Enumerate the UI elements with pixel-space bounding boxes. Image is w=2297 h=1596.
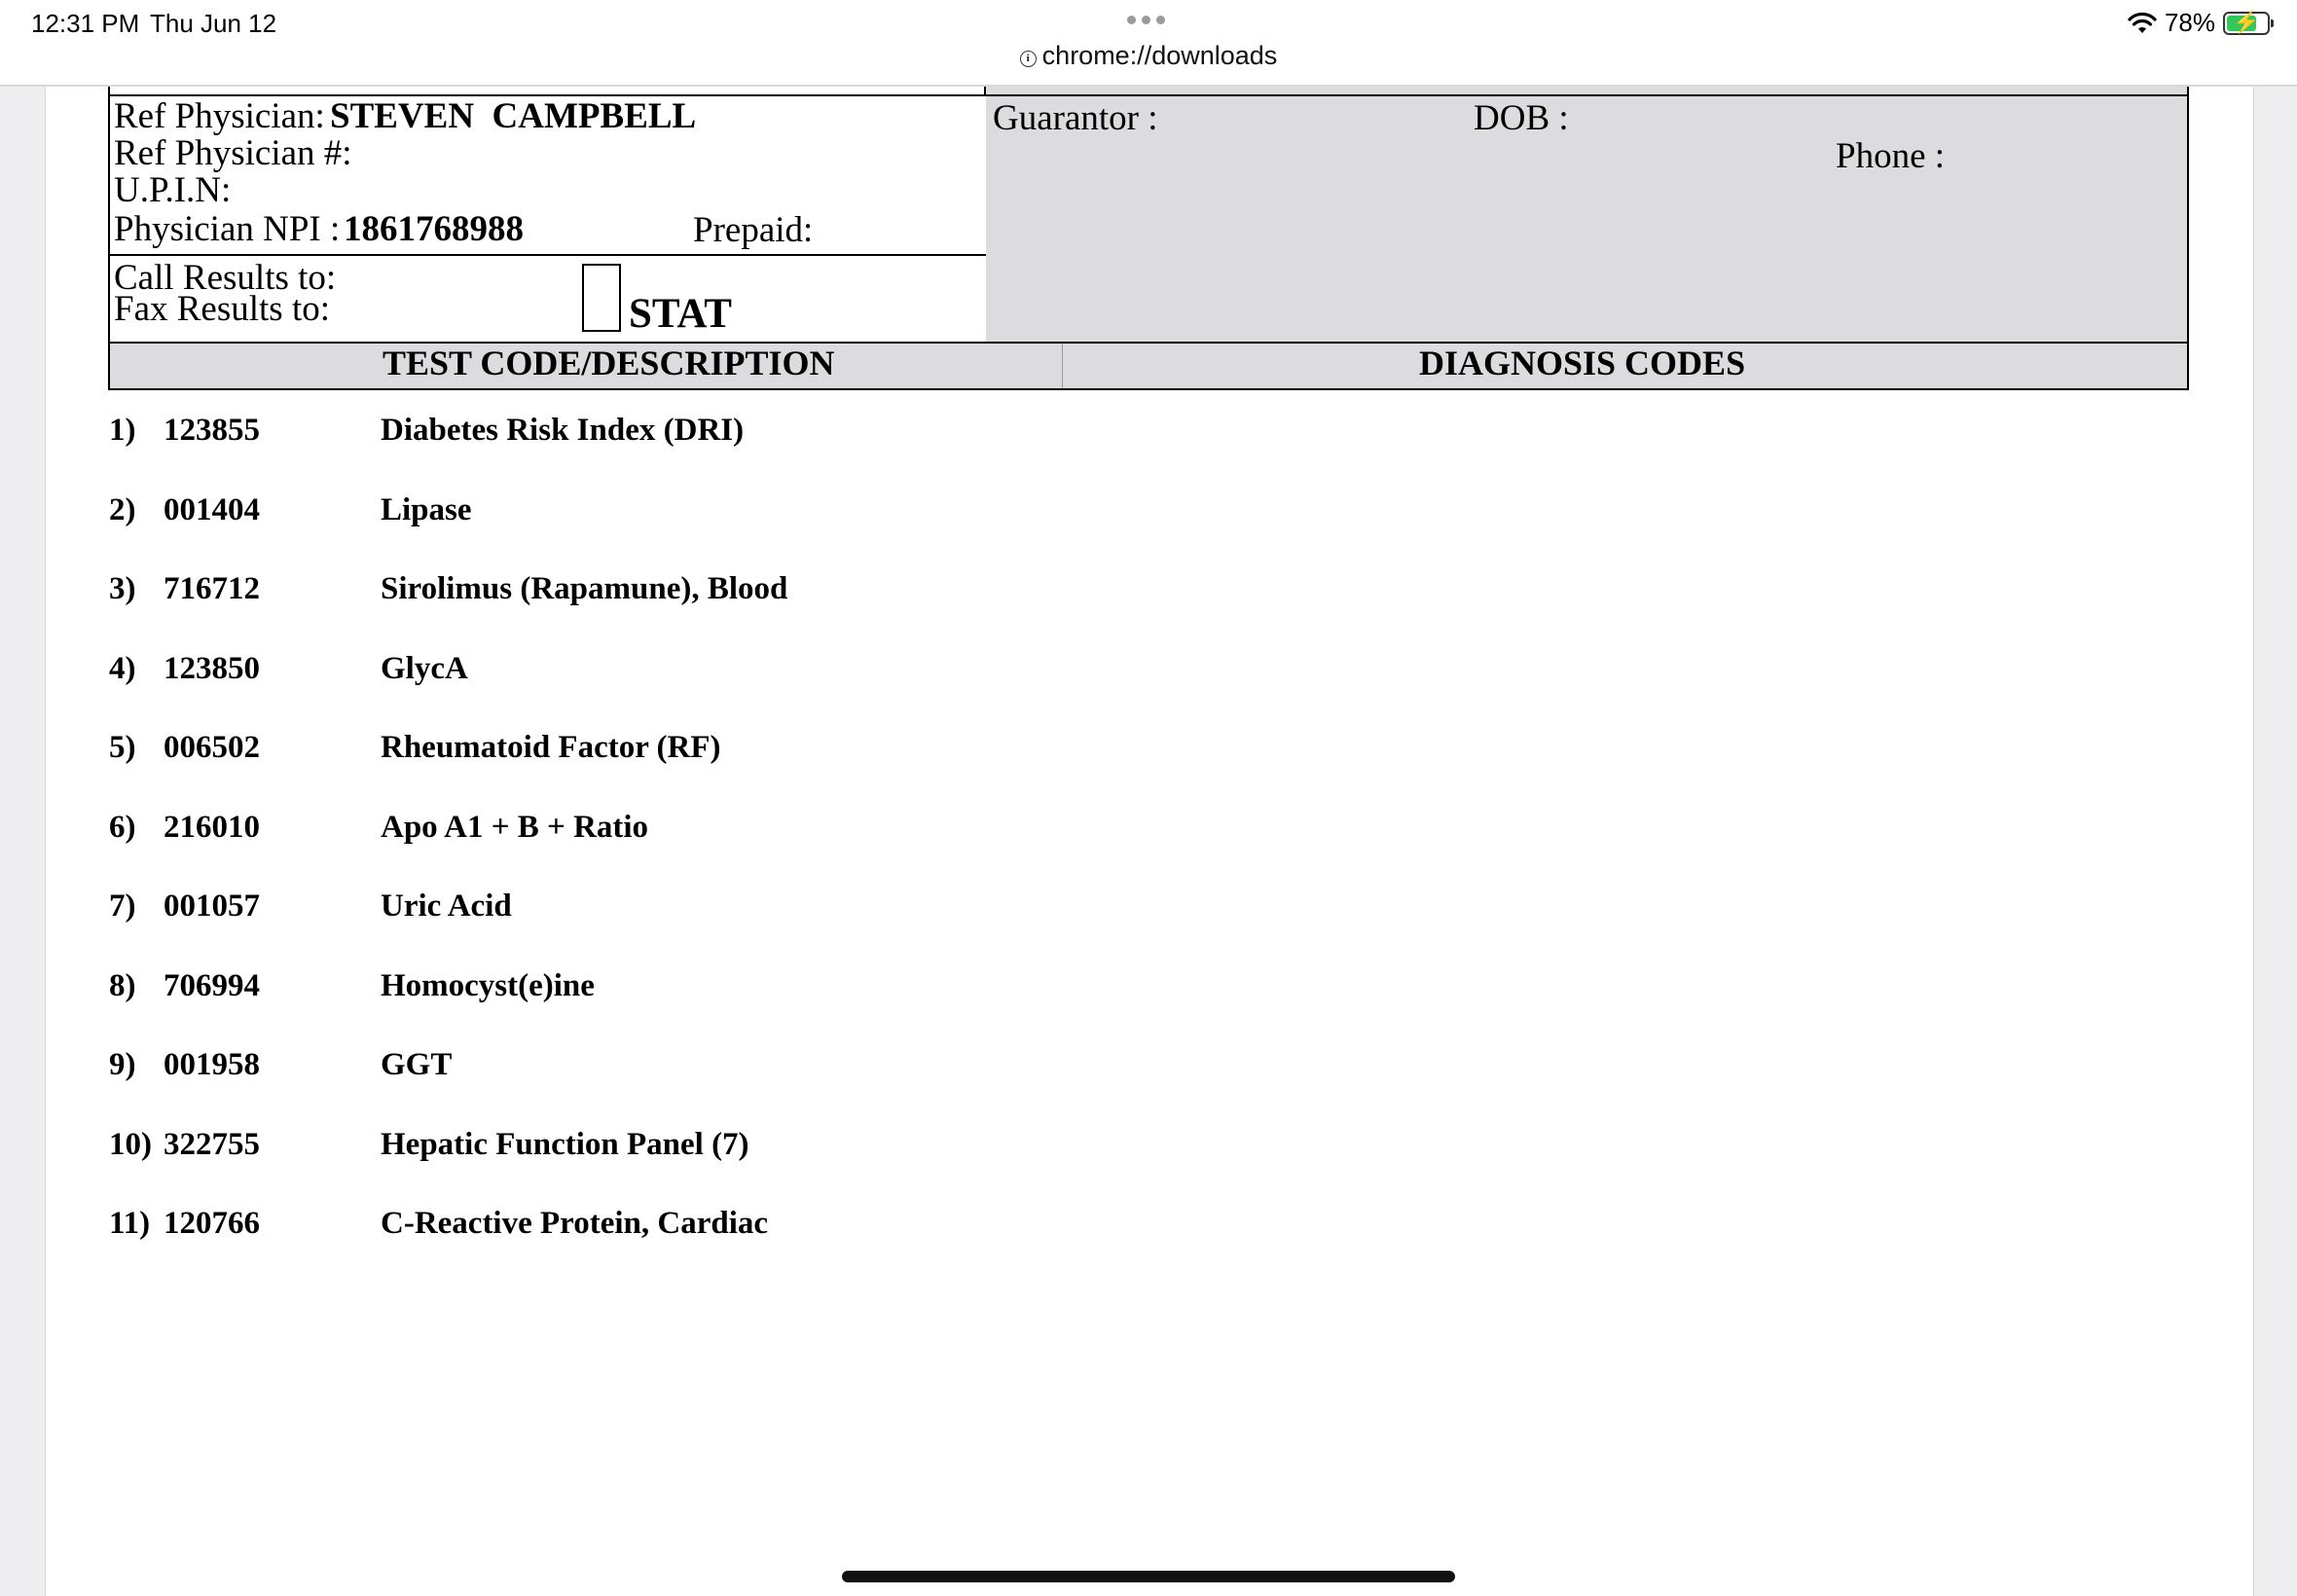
header-divider: [1062, 344, 1063, 388]
ref-physician-label: Ref Physician:: [114, 96, 325, 136]
test-row-description: Sirolimus (Rapamune), Blood: [381, 571, 788, 606]
test-row-description: GGT: [381, 1047, 453, 1082]
test-row-code: 706994: [164, 967, 260, 1003]
test-row-number: 4): [109, 650, 136, 686]
home-indicator[interactable]: [842, 1571, 1455, 1582]
multitasking-dots-icon[interactable]: [1127, 16, 1165, 24]
charging-bolt-icon: ⚡: [2233, 9, 2260, 34]
test-row-number: 7): [109, 889, 136, 924]
phone-label: Phone :: [1836, 136, 1946, 176]
test-row-code: 006502: [164, 730, 260, 765]
test-row-number: 8): [109, 967, 136, 1003]
test-row-description: Diabetes Risk Index (DRI): [381, 413, 745, 448]
dob-label: DOB :: [1474, 98, 1569, 138]
test-row-code: 123855: [164, 413, 260, 448]
test-row-code: 216010: [164, 809, 260, 845]
ref-physician-value: STEVEN CAMPBELL: [330, 96, 697, 136]
fax-results-label: Fax Results to:: [114, 289, 331, 329]
test-row-description: Uric Acid: [381, 889, 512, 924]
pdf-page: [45, 87, 2254, 1596]
url-text: chrome://downloads: [1041, 41, 1278, 70]
status-date: Thu Jun 12: [150, 9, 277, 38]
test-row-code: 001958: [164, 1047, 260, 1082]
url-bar[interactable]: [0, 41, 2297, 71]
ref-physician-number-label: Ref Physician #:: [114, 133, 352, 173]
test-row-description: C-Reactive Protein, Cardiac: [381, 1206, 769, 1241]
test-row-number: 3): [109, 571, 136, 606]
status-right: [2128, 8, 2270, 38]
npi-value: 1861768988: [344, 209, 524, 249]
results-right-cell: [986, 254, 2189, 344]
guarantor-label: Guarantor :: [993, 98, 1158, 138]
npi-label: Physician NPI :: [114, 209, 341, 249]
test-row-code: 001057: [164, 889, 260, 924]
test-row-number: 6): [109, 809, 136, 845]
pdf-viewport[interactable]: [0, 87, 2297, 1596]
diagnosis-codes-header: DIAGNOSIS CODES: [1419, 344, 1746, 382]
test-row-number: 9): [109, 1047, 136, 1082]
test-row-description: Lipase: [381, 491, 472, 527]
guarantor-cell: [986, 94, 2189, 256]
test-row-description: Hepatic Function Panel (7): [381, 1126, 749, 1162]
battery-nub: [2271, 19, 2274, 27]
test-row-code: 001404: [164, 491, 260, 527]
info-icon[interactable]: i: [1020, 51, 1037, 67]
battery-icon: [2223, 9, 2270, 35]
wifi-icon: [2128, 12, 2157, 35]
prepaid-label: Prepaid:: [693, 210, 814, 250]
test-row-number: 2): [109, 491, 136, 527]
test-row-number: 5): [109, 730, 136, 765]
test-row-code: 716712: [164, 571, 260, 606]
test-row-number: 11): [109, 1206, 151, 1241]
status-time: 12:31 PM: [31, 9, 140, 38]
test-row-description: GlycA: [381, 650, 468, 686]
test-row-code: 123850: [164, 650, 260, 686]
test-code-header: TEST CODE/DESCRIPTION: [383, 344, 835, 382]
call-results-label: Call Results to:: [114, 258, 337, 298]
test-row-description: Rheumatoid Factor (RF): [381, 730, 721, 765]
test-row-code: 120766: [164, 1206, 260, 1241]
stat-checkbox[interactable]: [582, 264, 621, 332]
test-row-number: 1): [109, 413, 136, 448]
upin-label: U.P.I.N:: [114, 170, 232, 210]
test-row-number: 10): [109, 1126, 152, 1162]
test-row-description: Homocyst(e)ine: [381, 967, 595, 1003]
battery-percent: 78%: [2164, 8, 2215, 37]
test-row-description: Apo A1 + B + Ratio: [381, 809, 649, 845]
stat-label: STAT: [629, 291, 732, 337]
test-row-code: 322755: [164, 1126, 260, 1162]
